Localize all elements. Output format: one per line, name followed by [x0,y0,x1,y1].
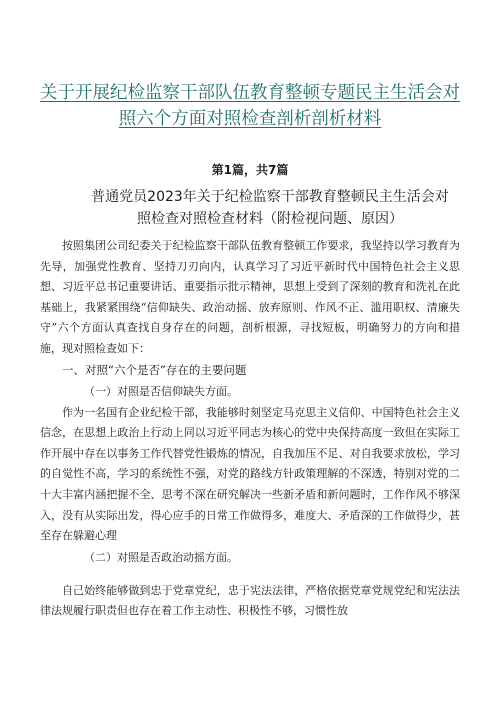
section-heading-1: 一、对照“六个是否”存在的主要问题 [62,362,247,377]
item-heading-2: （二）对照是否政治动摇方面。 [84,550,238,564]
article-subtitle: 普通党员2023年关于纪检监察干部教育整顿民主生活会对照检查对照检查材料（附检视问题、原因） [91,189,449,227]
document-title: 关于开展纪检监察干部队伍教育整顿专题民主生活会对照六个方面对照检查剖析剖析材料 [40,83,460,129]
item-heading-1: （一）对照是否信仰缺失方面。 [84,384,238,398]
intro-paragraph: 按照集团公司纪委关于纪检监察干部队伍教育整顿工作要求，我坚持以学习教育为先导，加强党性教育、坚持刀刃向内，认真学习了习近平新时代中国特色社会主义思想、习近平总书记重要讲话、重要指示批示精神，思想上受到了深刻的教育和洗礼在此基础上，我紧紧围绕“信仰缺失、政治动摇、放弃原则、作风不正、滥用职权、清廉失守”六个方面认真查找自身存在的问题，剖析根源，寻找短板，明确努力的方向和措施，现对照检查如下： [40,239,460,355]
paragraph-gap [40,569,460,581]
item-body-2: 自己始终能够做到忠于党章党纪，忠于宪法法律，严格依据党章党规党纪和宪法法律法规履行职责但也存在着工作主动性、积极性不够，习惯性放 [40,583,460,618]
item-body-1: 作为一名国有企业纪检干部，我能够时刻坚定马克思主义信仰、中国特色社会主义信念，在思想上政治上行动上同以习近平同志为核心的党中央保持高度一致但在实际工作开展中存在以事务工作代替党性锻炼的情况，自我加压不足、对自我要求放松，学习的自觉性不高，学习的系统性不强，对党的路线方针政策理解的不深透，特别对党的二十大丰富内涵把握不全、思考不深在研究解决一些新矛盾和新问题时，工作作风不够深入，没有从实际出发，得心应手的日常工作做得多，难度大、矛盾深的工作做得少，甚至存在躲避心理 [40,405,460,543]
page-indicator: 第1篇，共7篇 [211,163,289,177]
